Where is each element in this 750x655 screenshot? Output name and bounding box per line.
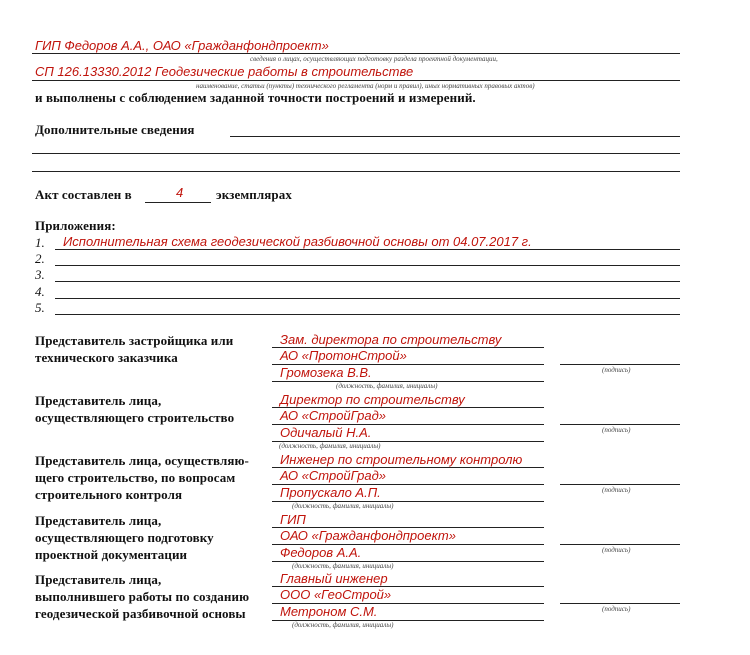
attachment-text: Исполнительная схема геодезической разбивочной основы от 04.07.2017 г. bbox=[63, 234, 532, 249]
representative-organization: ОАО «Гражданфондпроект» bbox=[280, 528, 456, 543]
representative-position: Главный инженер bbox=[280, 571, 388, 586]
designer-underline bbox=[32, 53, 680, 54]
representative-label: Представитель лица, осуществляющего подготовку проектной документации bbox=[35, 513, 214, 562]
representative-name: Громозека В.В. bbox=[280, 365, 372, 380]
attachment-number: 5. bbox=[35, 300, 45, 315]
signature-line[interactable] bbox=[560, 603, 680, 604]
copies-prefix: Акт составлен в bbox=[35, 187, 132, 202]
signature-caption: (подпись) bbox=[602, 486, 631, 494]
signature-line[interactable] bbox=[560, 544, 680, 545]
representative-label: Представитель лица, выполнившего работы по созданию геодезической разбивочной основы bbox=[35, 572, 250, 621]
attachment-number: 4. bbox=[35, 284, 45, 299]
attachment-number: 1. bbox=[35, 235, 45, 250]
additional-info-label: Дополнительные сведения bbox=[35, 122, 195, 137]
representative-organization: АО «ПротонСтрой» bbox=[280, 348, 407, 363]
signature-line[interactable] bbox=[560, 484, 680, 485]
signature-line[interactable] bbox=[560, 424, 680, 425]
position-caption: (должность, фамилия, инициалы) bbox=[336, 382, 438, 390]
position-caption: (должность, фамилия, инициалы) bbox=[279, 442, 381, 450]
position-caption: (должность, фамилия, инициалы) bbox=[292, 621, 394, 629]
regulation-caption: наименование, статьи (пункты) технического регламента (норм и правил), иных нормативных правовых актов) bbox=[196, 82, 535, 90]
attachment-line[interactable] bbox=[55, 314, 680, 315]
representative-name: Федоров А.А. bbox=[280, 545, 362, 560]
copies-count: 4 bbox=[176, 185, 184, 200]
copies-underline bbox=[145, 202, 211, 203]
attachment-line[interactable] bbox=[55, 249, 680, 250]
signature-caption: (подпись) bbox=[602, 426, 631, 434]
attachment-line[interactable] bbox=[55, 298, 680, 299]
signature-caption: (подпись) bbox=[602, 366, 631, 374]
representative-label: Представитель лица, осуществляю- щего строительство, по вопросам строительного контроля bbox=[35, 453, 249, 502]
representative-organization: АО «СтройГрад» bbox=[280, 468, 387, 483]
attachment-number: 2. bbox=[35, 251, 45, 266]
representative-position: ГИП bbox=[280, 512, 306, 527]
representative-name: Одичалый Н.А. bbox=[280, 425, 372, 440]
attachment-line[interactable] bbox=[55, 265, 680, 266]
designer-caption: сведения о лицах, осуществляющих подготовку раздела проектной документации, bbox=[250, 55, 498, 63]
regulation-info: СП 126.13330.2012 Геодезические работы в строительстве bbox=[35, 64, 414, 79]
additional-info-line-2[interactable] bbox=[32, 153, 680, 154]
attachments-label: Приложения: bbox=[35, 218, 116, 233]
position-caption: (должность, фамилия, инициалы) bbox=[292, 502, 394, 510]
representative-name: Пропускало А.П. bbox=[280, 485, 381, 500]
representative-position: Директор по строительству bbox=[280, 392, 465, 407]
regulation-underline bbox=[32, 80, 680, 81]
designer-info: ГИП Федоров А.А., ОАО «Гражданфондпроект» bbox=[35, 38, 329, 53]
signature-caption: (подпись) bbox=[602, 605, 631, 613]
signature-line[interactable] bbox=[560, 364, 680, 365]
representative-organization: АО «СтройГрад» bbox=[280, 408, 387, 423]
additional-info-line-1[interactable] bbox=[230, 136, 680, 137]
additional-info-line-3[interactable] bbox=[32, 171, 680, 172]
accuracy-statement: и выполнены с соблюдением заданной точности построений и измерений. bbox=[35, 90, 476, 105]
signature-caption: (подпись) bbox=[602, 546, 631, 554]
representative-position: Зам. директора по строительству bbox=[280, 332, 502, 347]
attachment-line[interactable] bbox=[55, 281, 680, 282]
representative-name: Метроном С.М. bbox=[280, 604, 378, 619]
representative-position: Инженер по строительному контролю bbox=[280, 452, 523, 467]
representative-label: Представитель лица, осуществляющего строительство bbox=[35, 393, 235, 425]
position-caption: (должность, фамилия, инициалы) bbox=[292, 562, 394, 570]
representative-label: Представитель застройщика или технического заказчика bbox=[35, 333, 234, 365]
representative-organization: ООО «ГеоСтрой» bbox=[280, 587, 392, 602]
attachment-number: 3. bbox=[35, 267, 45, 282]
copies-suffix: экземплярах bbox=[216, 187, 292, 202]
